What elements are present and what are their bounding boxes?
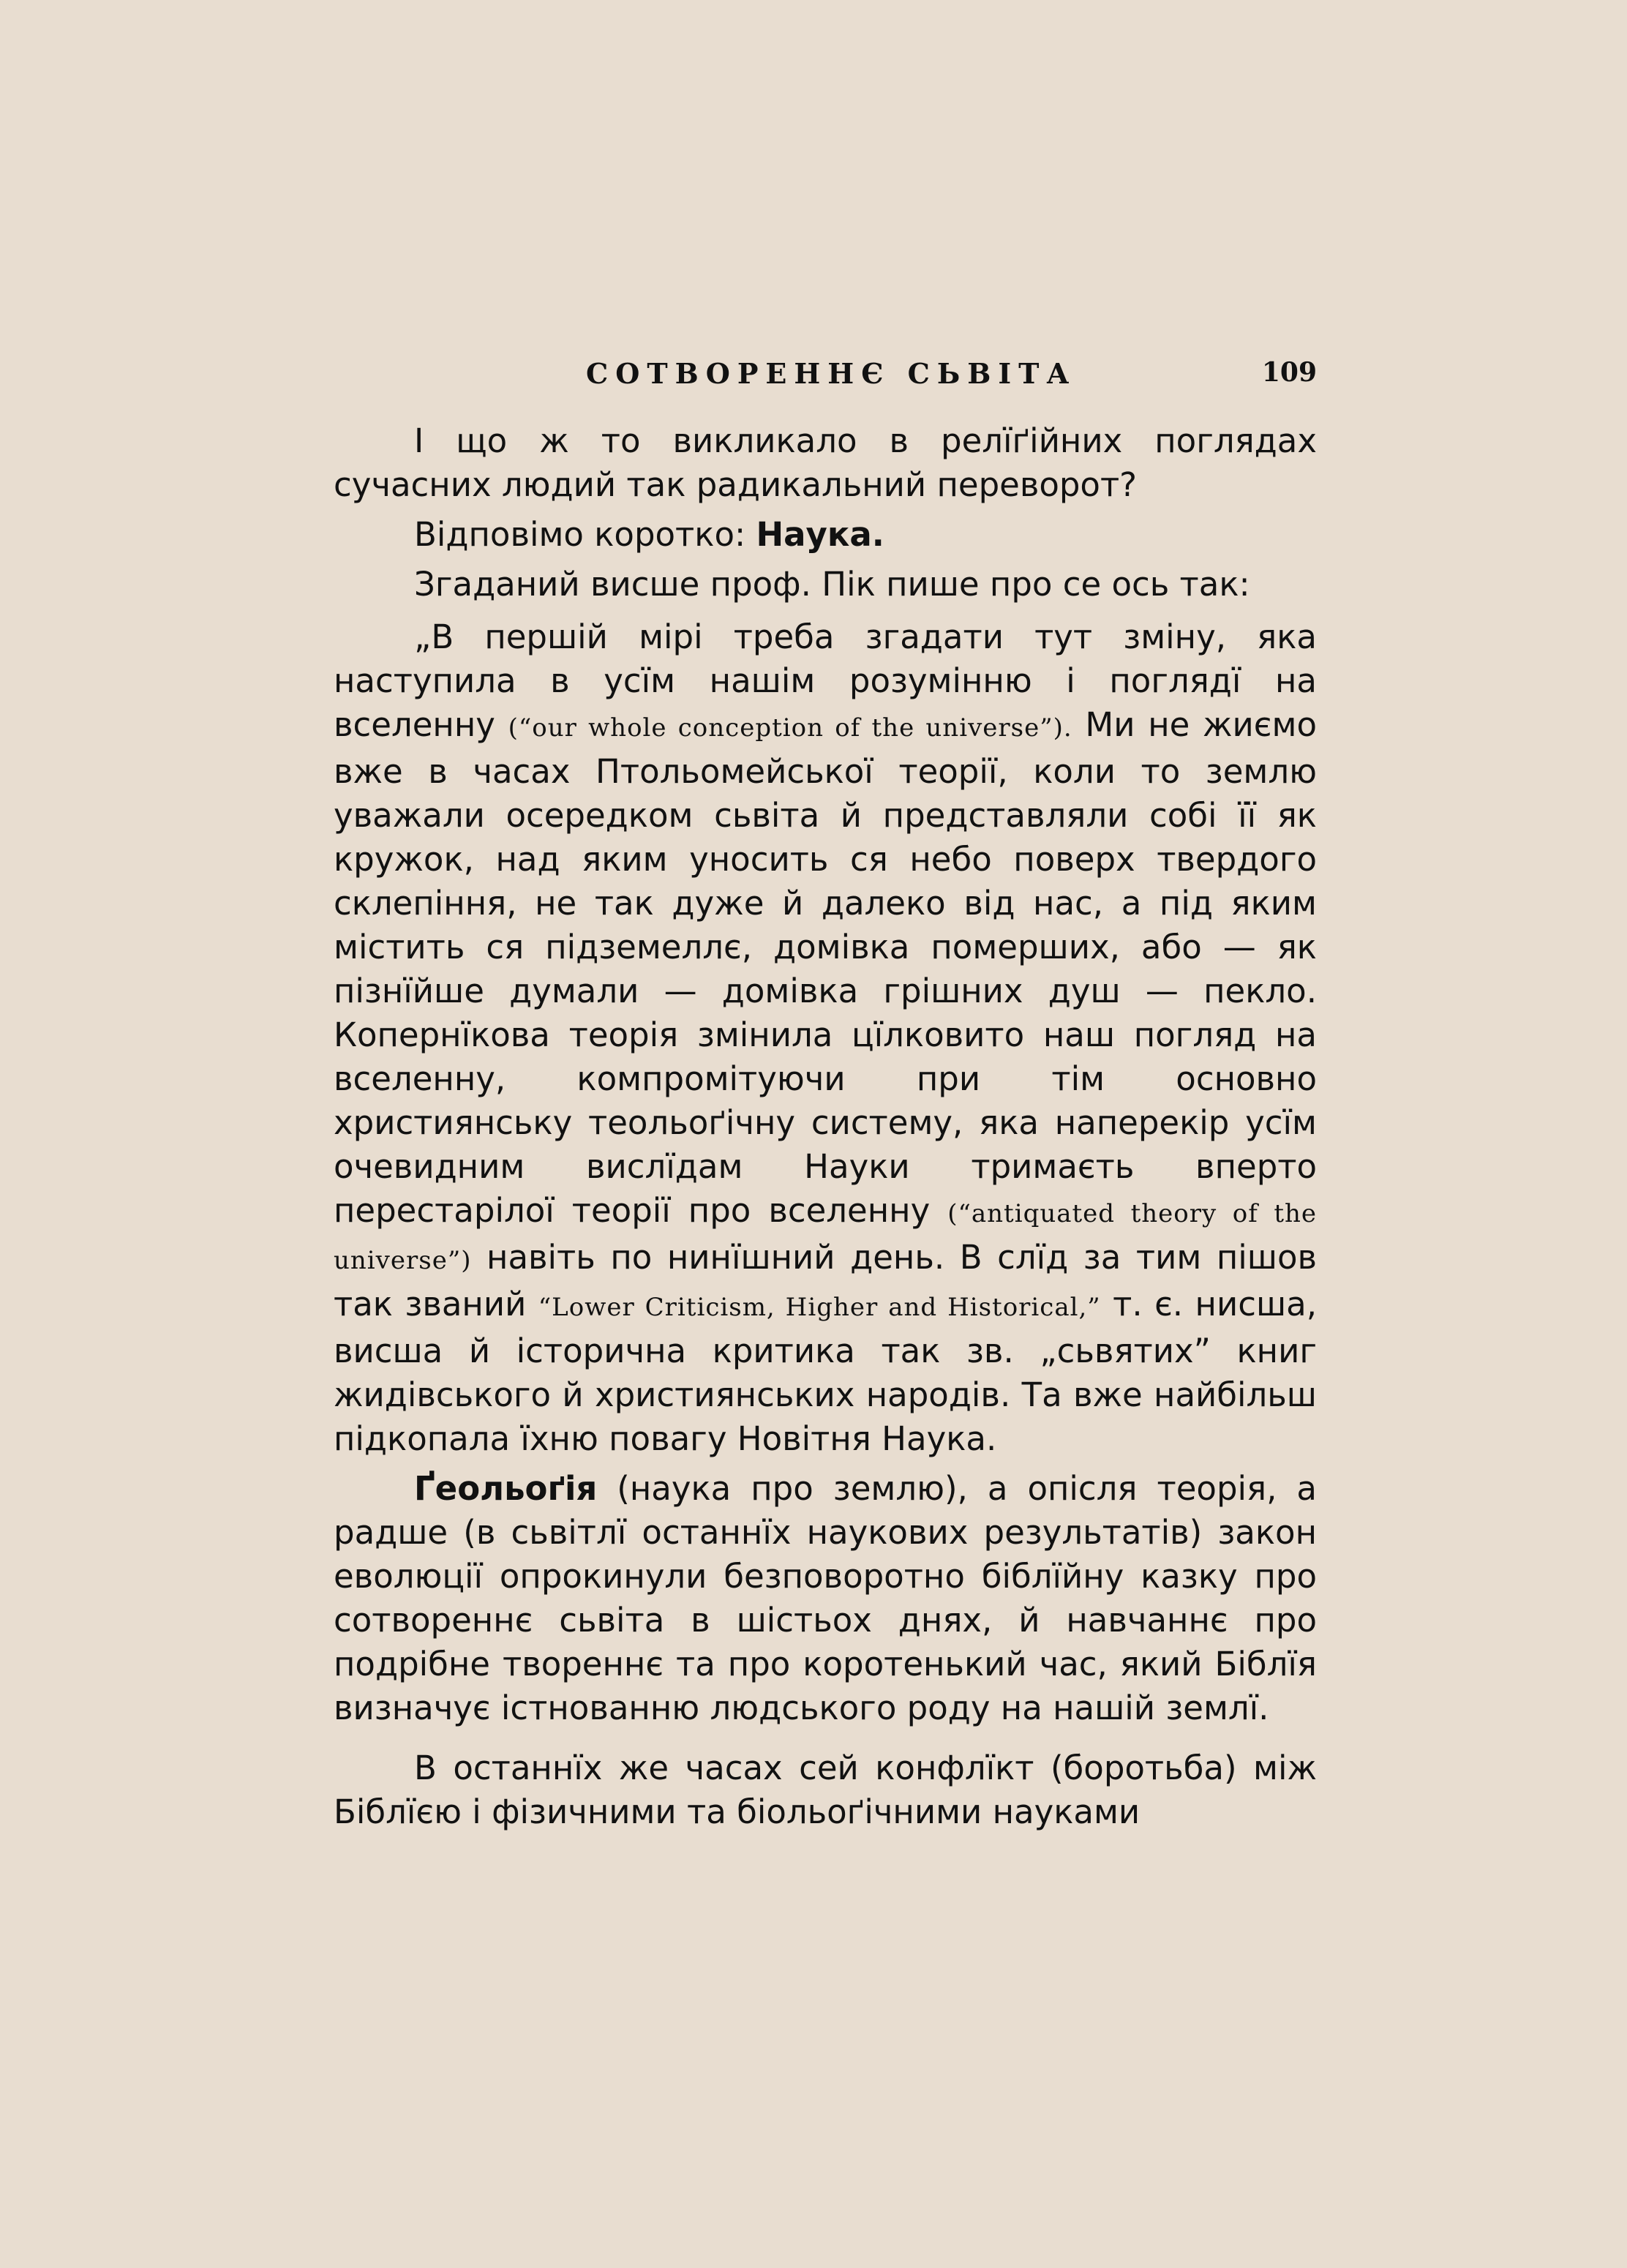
quote-part-4: т. є. нисша, висша й історична критика так зв. „сьвятих” книг жидівського й християнських народів. Та вже найбільш підкопала їхню повагу Новітня Наука.	[334, 1285, 1317, 1458]
quote-part-3: навіть по нинїшний день. В слїд за тим пішов так званий	[334, 1238, 1317, 1323]
page-number: 109	[1261, 357, 1317, 388]
page-header	[334, 348, 1317, 399]
paragraph-geology	[334, 1467, 1317, 1730]
paragraph-conflict: В останнїх же часах сей конфлїкт (боротьба) між Біблїєю і фізичними та біольоґічними науками	[334, 1749, 1317, 1831]
answer-lead: Відповімо коротко:	[414, 515, 756, 554]
answer-keyword: Наука.	[756, 515, 884, 554]
running-title: СОТВОРЕННЄ СЬВІТА	[586, 357, 1077, 390]
geology-text: (наука про землю), а опісля теорія, а радше (в сьвітлї останнїх наукових результатів) закон еволюції опрокинули безповоротно біблїйну казку про сотвореннє сьвіта в шістьох днях, й навчаннє про подрібне твореннє та про коротенький час, який Біблїя визначує істнованню людського роду на нашій землї.	[334, 1469, 1317, 1727]
body-text	[334, 419, 1317, 1834]
quote-part-2: Ми не жиємо вже в часах Птольомейської теорії, коли то землю уважали осередком сьвіта й представляли собі її як кружок, над яким уносить ся небо поверх твердого склепіння, не так дуже й далеко від нас, а під яким містить ся підземеллє, домівка померших, або — як пізнїйше думали — домівка грішних душ — пекло. Копернїкова теорія змінила цїлковито наш погляд на вселенну, компромітуючи при тім основно християнську теольоґічну систему, яка наперекір усїм очевидним вислїдам Науки тримаєть вперто перестарілої теорії про вселенну	[334, 705, 1317, 1230]
paragraph-intro-quote: Згаданий висше проф. Пік пише про се ось так:	[414, 565, 1250, 604]
english-gloss-3: “Lower Criticism, Higher and Historical,”	[538, 1293, 1101, 1322]
quote-part-1: „В першій мірі треба згадати тут зміну, яка наступила в усїм нашім розумінню і поглядї на вселенну	[334, 617, 1317, 744]
geology-term: Ґеольоґія	[414, 1469, 598, 1508]
english-gloss-2: (“antiquated theory of the universe”)	[334, 1199, 1317, 1275]
paragraph-question: І що ж то викликало в релїґійних поглядах сучасних людий так радикальний переворот?	[334, 421, 1317, 504]
english-gloss-1: (“our whole conception of the universe”).	[508, 713, 1072, 743]
paragraph-quotation	[334, 615, 1317, 1461]
paragraph-answer	[334, 513, 1317, 557]
